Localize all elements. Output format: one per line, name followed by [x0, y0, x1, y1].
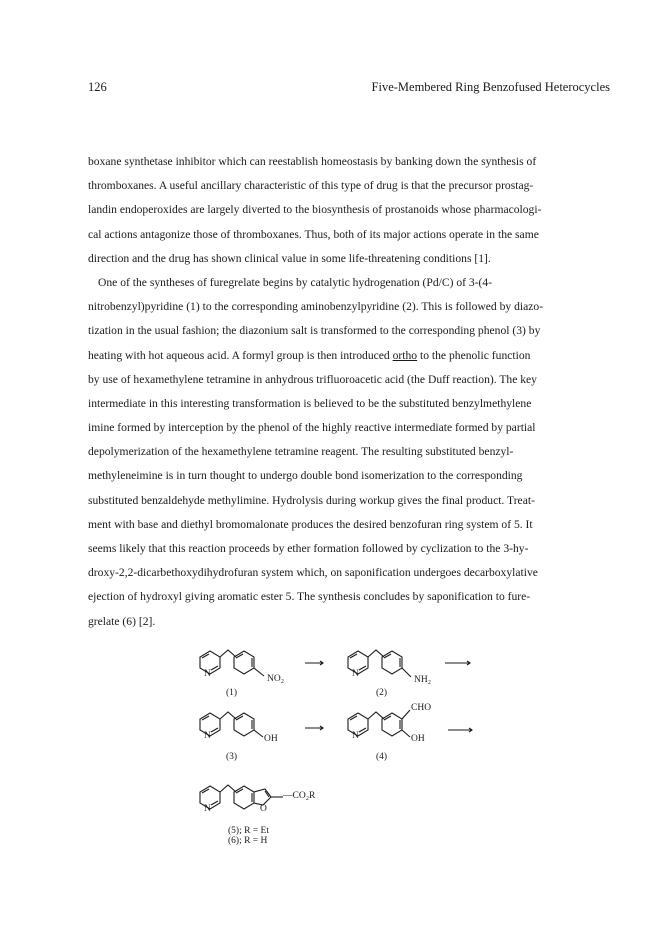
text-line: by use of hexamethylene tetramine in anhydrous trifluoroacetic acid (the Duff reaction). The key — [88, 372, 537, 386]
text-line: cal actions antagonize those of thromboxanes. Thus, both of its major actions operate in the same — [88, 227, 539, 241]
paragraph-2 — [88, 271, 598, 634]
page-number: 126 — [88, 80, 107, 94]
reaction-arrow-3 — [305, 726, 323, 730]
text-line: droxy-2,2-dicarbethoxydihydrofuran system which, on saponification undergoes decarboxylative — [88, 566, 538, 580]
nitro-group-label: NO₂ — [267, 674, 285, 684]
text-line: depolymerization of the hexamethylene tetramine reagent. The resulting substituted benzyl- — [88, 445, 514, 459]
text-line-part: to the phenolic function — [417, 348, 531, 362]
text-line: One of the syntheses of furegrelate begins by catalytic hydrogenation (Pd/C) of 3-(4- — [98, 275, 493, 289]
text-line: boxane synthetase inhibitor which can reestablish homeostasis by banking down the synthesis of — [88, 155, 537, 168]
compound-label-2: (2) — [376, 688, 388, 698]
compound-label-1: (1) — [226, 688, 238, 698]
paragraph-1 — [88, 150, 598, 271]
reaction-arrow-2 — [445, 661, 470, 665]
furan-o-label: O — [260, 804, 267, 814]
reaction-arrow-1 — [305, 661, 323, 665]
text-line: landin endoperoxides are largely diverted to the biosynthesis of prostanoids whose pharmacologi- — [88, 203, 542, 217]
reaction-arrow-4 — [448, 728, 472, 732]
text-line: nitrobenzyl)pyridine (1) to the corresponding aminobenzylpyridine (2). This is followed by diazo- — [88, 300, 544, 314]
pyridine-n-label: N — [204, 731, 211, 741]
body-text — [88, 150, 598, 634]
formyl-group-label: CHO — [411, 703, 432, 713]
compound-caption-6: (6); R = H — [228, 836, 268, 846]
pyridine-n-label: N — [352, 731, 359, 741]
ester-group-label: —CO₂R — [283, 791, 316, 801]
text-line — [88, 344, 598, 368]
running-title: Five-Membered Ring Benzofused Heterocycles — [371, 80, 610, 94]
text-line: intermediate in this interesting transformation is believed to be the substituted benzylmethylene — [88, 396, 532, 410]
text-line: ejection of hydroxyl giving aromatic ester 5. The synthesis concludes by saponification to fure- — [88, 590, 531, 604]
text-line: imine formed by interception by the phenol of the highly reactive intermediate formed by partial — [88, 421, 536, 435]
text-line-part: heating with hot aqueous acid. A formyl group is then introduced — [88, 348, 390, 362]
reaction-scheme — [180, 638, 490, 853]
amino-group-label: NH₂ — [414, 675, 432, 685]
underlined-word: ortho — [392, 348, 418, 362]
pyridine-n-label: N — [204, 804, 211, 814]
compound-label-3: (3) — [226, 752, 238, 762]
compound-label-4: (4) — [376, 752, 388, 762]
text-line: direction and the drug has shown clinical value in some life-threatening conditions [1]. — [88, 251, 491, 265]
pyridine-n-label: N — [352, 669, 359, 679]
compound-5-structure — [200, 785, 283, 809]
text-line: thromboxanes. A useful ancillary characteristic of this type of drug is that the precursor prostag- — [88, 179, 534, 193]
text-line: methyleneimine is in turn thought to undergo double bond isomerization to the corresponding — [88, 469, 523, 483]
text-line: tization in the usual fashion; the diazonium salt is transformed to the corresponding phenol (3) by — [88, 324, 541, 338]
compound-caption-5: (5); R = Et — [228, 826, 269, 836]
text-line: seems likely that this reaction proceeds by ether formation followed by cyclization to the 3-hy- — [88, 542, 529, 555]
text-line: substituted benzaldehyde methylimine. Hydrolysis during workup gives the final product. Treat- — [88, 493, 535, 507]
reaction-scheme-drawing — [180, 638, 490, 853]
hydroxyl-group-label: OH — [411, 734, 425, 744]
page-header — [88, 80, 610, 98]
text-line: grelate (6) [2]. — [88, 614, 156, 628]
pyridine-n-label: N — [204, 669, 211, 679]
text-line: ment with base and diethyl bromomalonate produces the desired benzofuran ring system of 5. It — [88, 517, 533, 531]
hydroxyl-group-label: OH — [264, 734, 278, 744]
